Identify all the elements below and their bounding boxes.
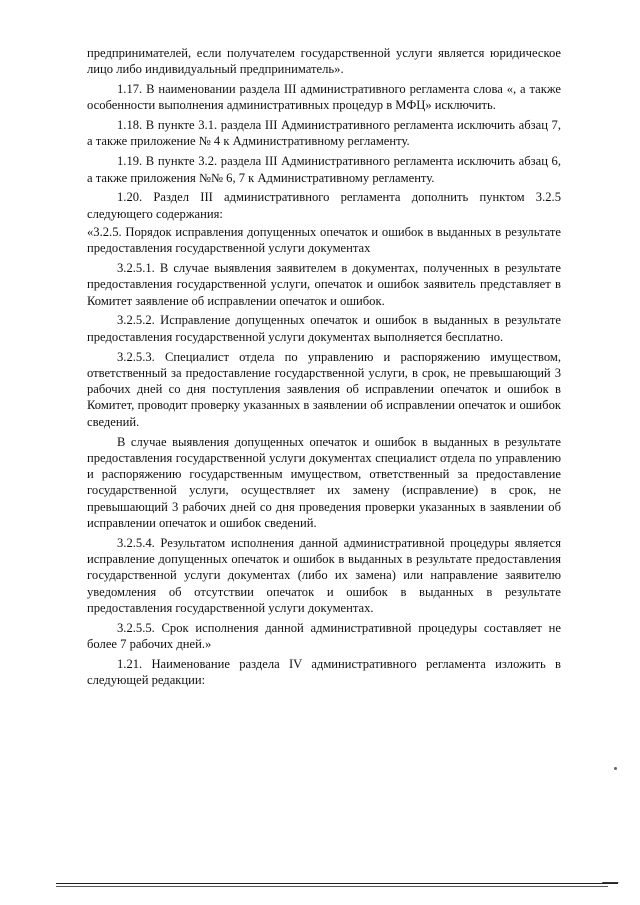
document-body [87, 45, 561, 688]
footer-rule [56, 883, 618, 884]
paragraph-3-2-5-4: 3.2.5.4. Результатом исполнения данной административной процедуры является исправление допущенных опечаток и ошибок в выданных в результате предоставления государственной услуги документах (либо их замена) или направление заявителю уведомления об отсутствии опечаток и ошибок в выданных в результате предоставления государственной услуги документах. [87, 535, 561, 615]
paragraph-1-17: 1.17. В наименовании раздела III административного регламента слова «, а также особенности выполнения административных процедур в МФЦ» исключить. [87, 82, 561, 113]
paragraph-3-2-5-2: 3.2.5.2. Исправление допущенных опечаток и ошибок в выданных в результате предоставления государственной услуги документах выполняется бесплатно. [87, 313, 561, 344]
footer-mark [602, 876, 622, 883]
paragraph-3-2-5-heading: «3.2.5. Порядок исправления допущенных опечаток и ошибок в выданных в результате предоставления государственной услуги документах [87, 224, 561, 256]
paragraph-3-2-5-5: 3.2.5.5. Срок исполнения данной административной процедуры составляет не более 7 рабочих дней.» [87, 620, 561, 652]
paragraph-1-19: 1.19. В пункте 3.2. раздела III Административного регламента исключить абзац 6, а также приложения №№ 6, 7 к Административному регламенту. [87, 154, 561, 185]
footer-rule-secondary [56, 886, 608, 887]
scan-speck [614, 767, 617, 770]
paragraph-1-21: 1.21. Наименование раздела IV административного регламента изложить в следующей редакции: [87, 656, 561, 688]
paragraph-continuation: предпринимателей, если получателем государственной услуги является юридическое лицо либо индивидуальный предприниматель». [87, 46, 561, 77]
paragraph-replacement: В случае выявления допущенных опечаток и ошибок в выданных в результате предоставления государственной услуги документах специалист отдела по управлению и распоряжению государственным имуществом, ответственный за предоставление государственной услуги, осуществляет их замену (исправление) в срок, не превышающий 3 рабочих дней со дня проведения проверки указанных в заявлении об исправлении опечаток и ошибок сведений. [87, 434, 561, 531]
paragraph-3-2-5-1: 3.2.5.1. В случае выявления заявителем в документах, полученных в результате предоставления государственной услуги, опечаток и ошибок заявитель представляет в Комитет заявление об исправлении опечаток и ошибок. [87, 261, 561, 308]
paragraph-1-18: 1.18. В пункте 3.1. раздела III Административного регламента исключить абзац 7, а также приложение № 4 к Административному регламенту. [87, 118, 561, 149]
paragraph-1-20: 1.20. Раздел III административного регламента дополнить пунктом 3.2.5 следующего содержания: [87, 190, 561, 221]
paragraph-3-2-5-3: 3.2.5.3. Специалист отдела по управлению и распоряжению имуществом, ответственный за предоставление государственной услуги, в срок, не превышающий 3 рабочих дней со дня поступления заявления об исправлении опечаток и ошибок в Комитет, проводит проверку указанных в заявлении об исправлении опечаток и ошибок сведений. [87, 349, 561, 429]
